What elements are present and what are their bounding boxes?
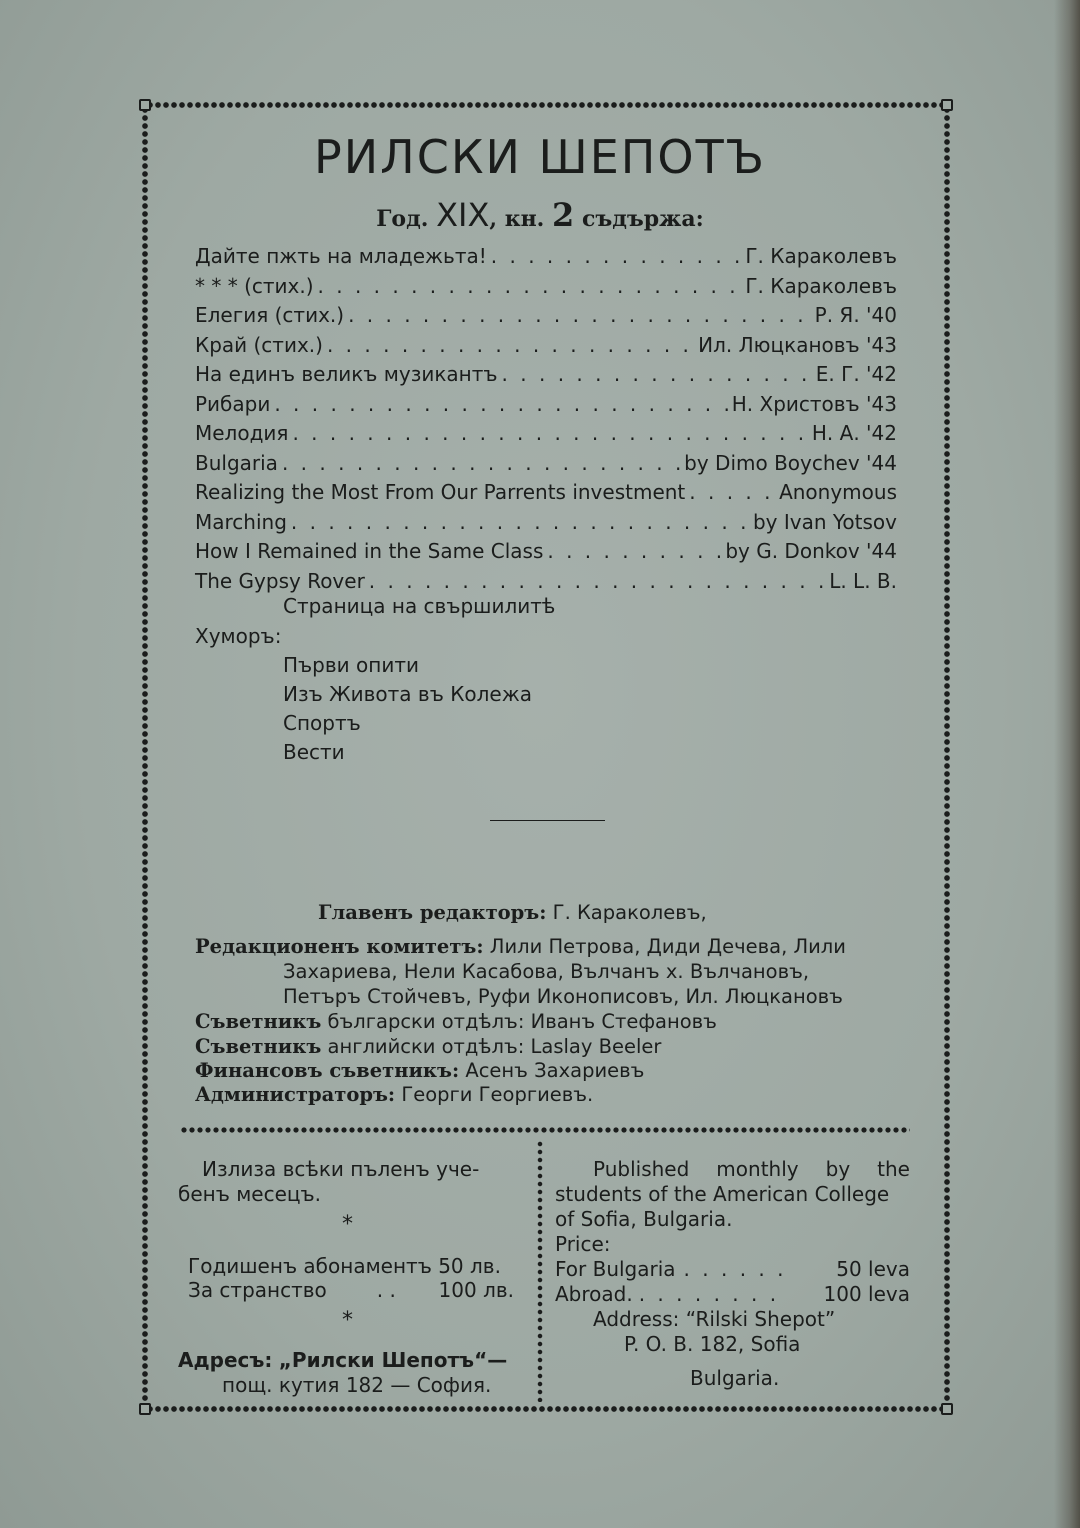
finance-name: Асенъ Захариевъ [465,1059,645,1082]
bg-issue-line: Излиза всѣки пъленъ уче- [202,1157,480,1181]
toc-leader [292,421,807,445]
bg-subscription-line [188,1254,501,1278]
en-price-abroad [555,1282,910,1306]
en-published-line: of Sofia, Bulgaria. [555,1207,733,1231]
en-address: Address: “Rilski Shepot” [593,1307,836,1331]
en-published-line: Published monthly by the [593,1157,910,1181]
committee-line [195,935,846,958]
toc-leader [369,569,825,593]
toc-row [195,244,897,274]
toc-title: Край (стих.) [195,332,323,357]
admin-name: Георги Георгиевъ. [401,1083,594,1106]
toc-title: На единъ великъ музикантъ [195,362,498,386]
humor-item: Изъ Живота въ Колежа [283,682,532,706]
toc-leader [274,392,727,416]
toc-row [195,421,897,451]
bg-address-line [178,1348,507,1372]
toc-title: Рибари [195,391,271,416]
toc-row [195,362,897,392]
toc-title: Мелодия [195,421,289,445]
toc-author: Ил. Люцкановъ '43 [698,332,897,357]
adviser-bg-line [195,1010,717,1033]
editor-line [318,901,707,924]
section-rule [490,820,605,821]
toc-author: Е. Г. '42 [815,362,897,386]
toc-title: Елегия (стих.) [195,303,345,327]
column-divider [536,1140,544,1402]
toc-title: * * * (стих.) [195,273,314,298]
admin-line [195,1083,593,1106]
bottom-section-divider [180,1126,910,1134]
price-leader: . . . . . . . . [638,1282,780,1306]
address-value: „Рилски Шепотъ“— [278,1348,508,1372]
committee-label: Редакционенъ комитетъ: [195,935,484,958]
star-separator: * [342,1212,353,1237]
issue-mid: , кн. [489,206,545,232]
adviser-dept: английски отдѣлъ: [327,1035,525,1058]
en-country: Bulgaria. [690,1366,780,1390]
toc-leader [327,333,694,357]
subscription-price: 50 лв. [438,1254,501,1278]
humor-item: Спортъ [283,711,361,735]
star-separator: * [342,1308,353,1333]
en-price-label: Price: [555,1232,611,1256]
toc-title: Bulgaria [195,450,278,475]
adviser-en-line [195,1035,661,1058]
toc-author: Н. Христовъ '43 [731,391,897,416]
abroad-leader: . . [376,1278,396,1302]
adviser-label: Съветникъ [195,1010,322,1033]
magazine-title: РИЛСКИ ШЕПОТЪ [314,130,766,184]
adviser-label: Съветникъ [195,1035,322,1058]
toc-leader [547,539,721,563]
toc-leader [491,244,742,268]
subscription-label: Годишенъ абонаментъ [188,1254,432,1278]
toc-row [195,274,897,304]
en-price-bg [555,1257,910,1281]
adviser-name: Laslay Beeler [530,1035,662,1058]
finance-line [195,1059,644,1082]
finance-label: Финансовъ съветникъ: [195,1059,460,1082]
toc-row [195,333,897,363]
adviser-dept: български отдѣлъ: [327,1010,525,1033]
toc-title: How I Remained in the Same Class [195,539,544,563]
humor-label: Хуморъ: [195,624,282,648]
toc-author: by Ivan Yotsov [752,509,897,534]
toc-leader [502,362,812,386]
adviser-name: Иванъ Стефановъ [530,1010,717,1033]
toc-row [195,303,897,333]
price-bg-value: 50 leva [836,1257,910,1281]
editor-label: Главенъ редакторъ: [318,901,547,924]
price-abroad-value: 100 leva [823,1282,910,1306]
table-of-contents [195,244,897,598]
toc-leader [318,274,742,298]
toc-title: Дайте пжть на младежьта! [195,244,487,268]
issue-line [0,196,1080,234]
toc-title: Realizing the Most From Our Parrents investment [195,480,686,504]
bg-abroad-line [188,1278,514,1302]
issue-number: 2 [552,196,575,234]
price-leader: . . . . . . [683,1257,787,1281]
toc-author: L. L. B. [829,568,897,593]
toc-row [195,480,897,510]
admin-label: Администраторъ: [195,1083,396,1106]
committee-line: Петъръ Стойчевъ, Руфи Иконописовъ, Ил. Люцкановъ [283,985,843,1008]
toc-author: Г. Караколевъ [745,244,897,268]
committee-names: Лили Петрова, Диди Дечева, Лили [489,935,846,958]
toc-row [195,392,897,422]
abroad-label: За странство [188,1278,327,1302]
en-published-line: students of the American College [555,1182,890,1206]
toc-row [195,451,897,481]
toc-author: Anonymous [779,480,897,504]
toc-leader [282,451,680,475]
humor-item: Първи опити [283,653,419,677]
toc-row [195,539,897,569]
toc-leader [348,303,811,327]
humor-item: Вести [283,740,345,764]
toc-author: Н. А. '42 [811,421,897,445]
committee-line: Захариева, Нели Касабова, Вълчанъ х. Вълчановъ, [283,960,810,983]
abroad-price: 100 лв. [438,1278,514,1302]
issue-prefix: Год. [376,206,429,232]
toc-leader [689,480,775,504]
toc-author: Г. Караколевъ [745,273,897,298]
en-pob: P. O. B. 182, Sofia [624,1332,801,1356]
toc-title: Marching [195,509,287,534]
address-label: Адресъ: [178,1348,273,1372]
toc-leader [291,510,749,534]
toc-row [195,510,897,540]
toc-author: by G. Donkov '44 [725,539,897,563]
toc-author: Р. Я. '40 [814,303,897,327]
toc-title: The Gypsy Rover [195,568,365,593]
price-abroad-label: Abroad. [555,1282,633,1306]
bg-issue-line: бенъ месецъ. [178,1182,321,1206]
editor-name: Г. Караколевъ, [552,901,707,924]
issue-year: XIX [436,196,490,234]
bg-address-line2: пощ. кутия 182 — София. [222,1373,492,1397]
graduates-page-entry: Страница на свършилитѣ [283,594,556,618]
issue-suffix: съдържа: [581,206,704,232]
price-bg-label: For Bulgaria [555,1257,676,1281]
toc-author: by Dimo Boychev '44 [684,450,897,475]
